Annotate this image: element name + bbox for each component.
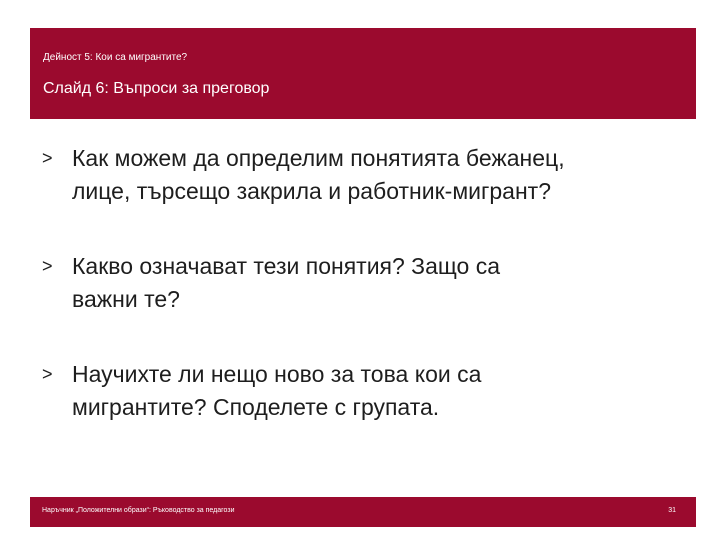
bullet-item-1 [40,142,700,208]
header-band [30,28,696,119]
bullet-text-line: лице, търсещо закрила и работник-мигрант? [72,178,551,204]
bullet-text-line: важни те? [72,286,180,312]
bullet-text-line: мигрантите? Споделете с групата. [72,394,440,420]
bullet-text-line: Какво означават тези понятия? Защо са [72,253,500,279]
bullet-marker-icon: > [42,256,53,276]
page-number: 31 [668,507,676,514]
bullet-marker-icon: > [42,364,53,384]
bullet-text-line: Как можем да определим понятията бежанец, [72,145,565,171]
bullet-marker-icon: > [42,148,53,168]
footer-text: Наръчник „Положителни образи“: Ръководство за педагози [42,507,235,514]
slide-title: Слайд 6: Въпроси за преговор [43,80,270,97]
bullet-list [40,142,700,424]
activity-title: Дейност 5: Кои са мигрантите? [43,52,188,63]
bullet-item-3 [40,358,700,424]
bullet-text-line: Научихте ли нещо ново за това кои са [72,361,482,387]
footer-band [30,497,696,527]
bullet-item-2 [40,250,700,316]
